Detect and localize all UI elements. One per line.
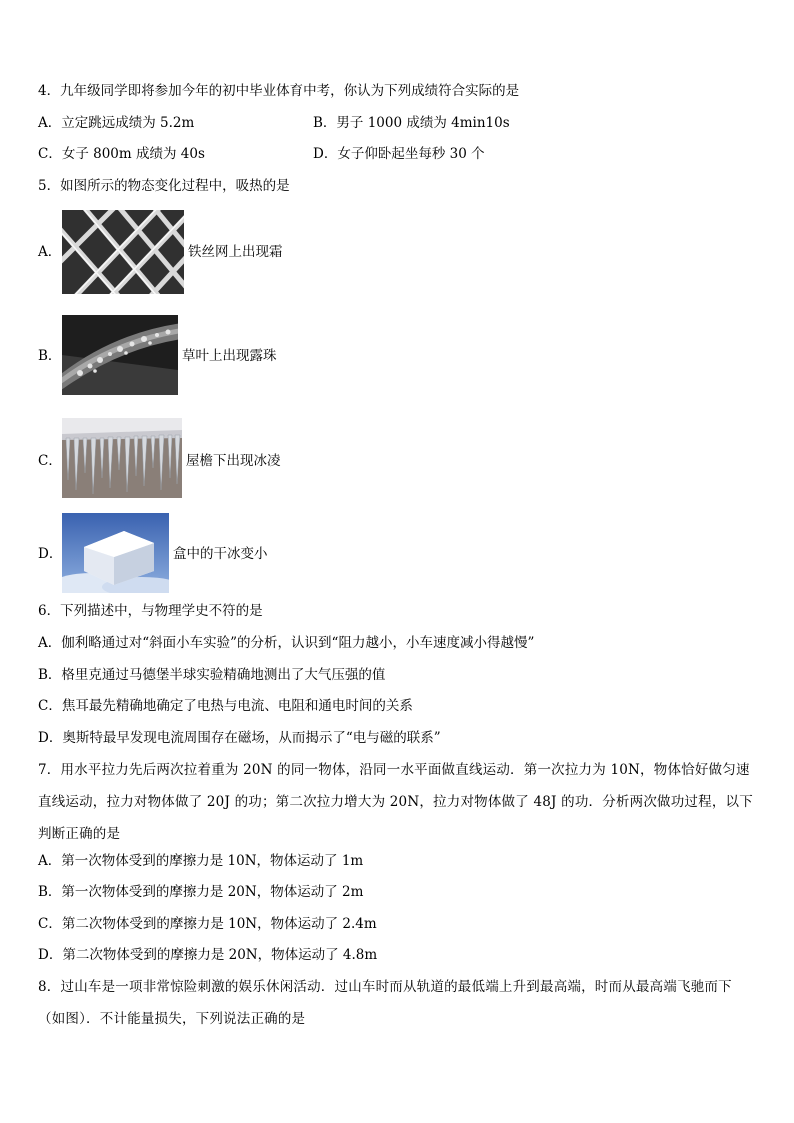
q4-option-c: C．女子 800m 成绩为 40s bbox=[38, 146, 205, 162]
q5-option-d-label: D． bbox=[38, 546, 63, 562]
q7-option-b: B．第一次物体受到的摩擦力是 20N，物体运动了 2m bbox=[38, 884, 364, 900]
q5-option-c-label: C． bbox=[38, 453, 62, 469]
q7-option-d: D．第二次物体受到的摩擦力是 20N，物体运动了 4.8m bbox=[38, 947, 378, 963]
frost-on-wire-mesh-image bbox=[62, 210, 184, 294]
q5-option-a-caption: 铁丝网上出现霜 bbox=[188, 244, 283, 260]
q5-option-d-caption: 盒中的干冰变小 bbox=[173, 546, 268, 562]
q5-option-a-label: A． bbox=[38, 244, 62, 260]
q5-option-c-caption: 屋檐下出现冰凌 bbox=[186, 453, 281, 469]
q5-stem: 5．如图所示的物态变化过程中，吸热的是 bbox=[38, 178, 290, 194]
q6-option-d: D．奥斯特最早发现电流周围存在磁场，从而揭示了“电与磁的联系” bbox=[38, 730, 441, 746]
dry-ice-block-image bbox=[62, 513, 169, 593]
dew-drops-on-grass-image bbox=[62, 315, 178, 395]
q4-option-b: B．男子 1000 成绩为 4min10s bbox=[313, 115, 510, 131]
q5-option-b-caption: 草叶上出现露珠 bbox=[182, 348, 277, 364]
q6-option-b: B．格里克通过马德堡半球实验精确地测出了大气压强的值 bbox=[38, 667, 386, 683]
q4-option-d: D．女子仰卧起坐每秒 30 个 bbox=[313, 146, 485, 162]
q5-option-b-label: B． bbox=[38, 348, 62, 364]
icicles-under-eaves-image bbox=[62, 418, 182, 498]
q7-option-a: A．第一次物体受到的摩擦力是 10N，物体运动了 1m bbox=[38, 853, 364, 869]
q7-option-c: C．第二次物体受到的摩擦力是 10N，物体运动了 2.4m bbox=[38, 916, 377, 932]
q6-stem: 6．下列描述中，与物理学史不符的是 bbox=[38, 603, 263, 619]
q4-option-a: A．立定跳远成绩为 5.2m bbox=[38, 115, 195, 131]
q4-stem: 4．九年级同学即将参加今年的初中毕业体育中考，你认为下列成绩符合实际的是 bbox=[38, 83, 520, 99]
q6-option-c: C．焦耳最先精确地确定了电热与电流、电阻和通电时间的关系 bbox=[38, 698, 413, 714]
q8-stem: 8．过山车是一项非常惊险刺激的娱乐休闲活动．过山车时而从轨道的最低端上升到最高端，时而从最高端飞驰而下（如图）．不计能量损失，下列说法正确的是 bbox=[38, 979, 732, 1027]
q7-stem: 7．用水平拉力先后两次拉着重为 20N 的同一物体，沿同一水平面做直线运动．第一次拉力为 10N，物体恰好做匀速直线运动，拉力对物体做了 20J 的功；第二次拉力增大为 20N，拉力对物体做了 48J 的功．分析两次做功过程，以下判断正确的是 bbox=[38, 762, 753, 842]
q6-option-a: A．伽利略通过对“斜面小车实验”的分析，认识到“阻力越小，小车速度减小得越慢” bbox=[38, 635, 535, 651]
